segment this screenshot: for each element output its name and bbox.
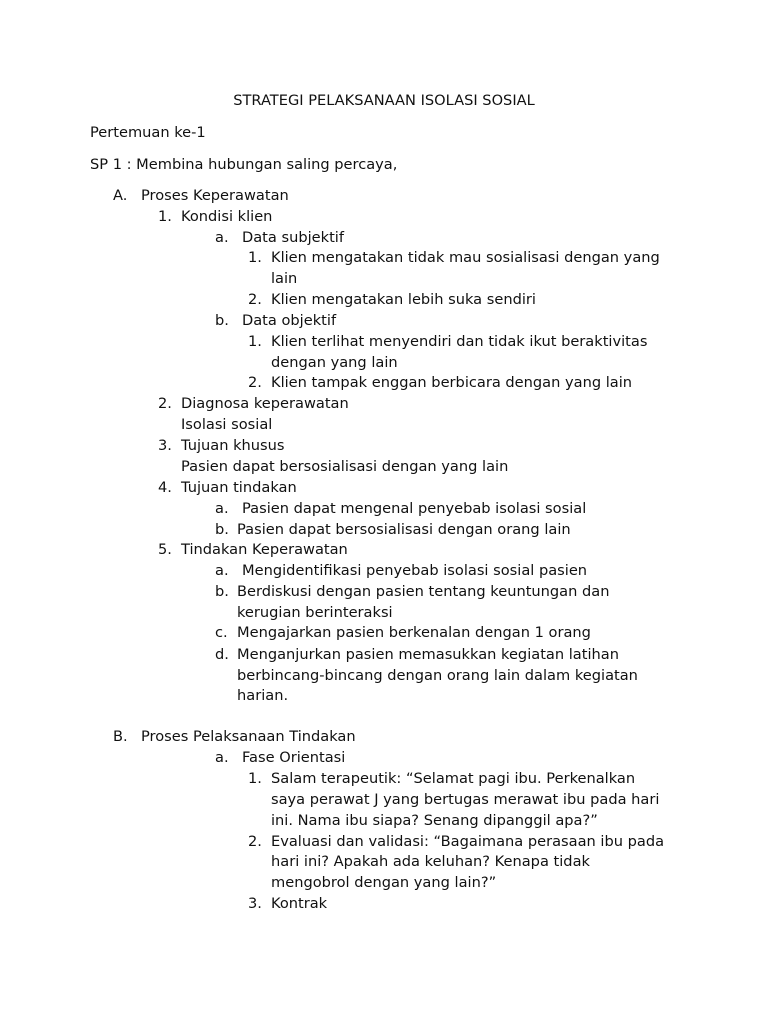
list-item-text: Mengidentifikasi penyebab isolasi sosial pasien — [242, 562, 588, 579]
list-marker: 3. — [158, 437, 172, 454]
list-marker: d. — [215, 646, 229, 663]
data-objektif-heading: Data objektif — [242, 312, 337, 329]
list-marker: 1. — [158, 208, 172, 225]
list-item-text: harian. — [237, 687, 289, 704]
list-item-text: Evaluasi dan validasi: “Bagaimana perasaan ibu pada — [271, 833, 665, 850]
list-marker: a. — [215, 500, 229, 517]
list-item-text: ini. Nama ibu siapa? Senang dipanggil apa?” — [271, 812, 598, 829]
list-marker: b. — [215, 312, 229, 329]
section-a-marker: A. — [113, 187, 128, 204]
list-item-text: dengan yang lain — [271, 354, 398, 371]
list-item-text: kerugian berinteraksi — [237, 604, 393, 621]
list-marker: c. — [215, 624, 228, 641]
list-item-text: Menganjurkan pasien memasukkan kegiatan latihan — [237, 646, 619, 663]
list-marker: 1. — [248, 770, 262, 787]
list-marker: 3. — [248, 895, 262, 912]
list-item-text: Klien mengatakan lebih suka sendiri — [271, 291, 536, 308]
section-b-heading: Proses Pelaksanaan Tindakan — [141, 728, 356, 745]
meeting-label: Pertemuan ke-1 — [90, 124, 206, 141]
list-item-text: Mengajarkan pasien berkenalan dengan 1 orang — [237, 624, 591, 641]
list-marker: 4. — [158, 479, 172, 496]
list-marker: a. — [215, 229, 229, 246]
list-marker: 2. — [248, 291, 262, 308]
list-item-text: hari ini? Apakah ada keluhan? Kenapa tidak — [271, 853, 590, 870]
list-marker: 2. — [158, 395, 172, 412]
kondisi-klien-heading: Kondisi klien — [181, 208, 273, 225]
list-item-text: Pasien dapat mengenal penyebab isolasi sosial — [242, 500, 587, 517]
sp-label: SP 1 : Membina hubungan saling percaya, — [90, 156, 398, 173]
list-marker: 2. — [248, 374, 262, 391]
list-item-text: lain — [271, 270, 298, 287]
list-item-text: Klien terlihat menyendiri dan tidak ikut beraktivitas — [271, 333, 648, 350]
list-marker: 1. — [248, 249, 262, 266]
diagnosa-heading: Diagnosa keperawatan — [181, 395, 349, 412]
tujuan-tindakan-heading: Tujuan tindakan — [181, 479, 297, 496]
list-item-text: Kontrak — [271, 895, 328, 912]
diagnosa-detail: Isolasi sosial — [181, 416, 273, 433]
list-item-text: saya perawat J yang bertugas merawat ibu pada hari — [271, 791, 660, 808]
list-marker: 2. — [248, 833, 262, 850]
data-subjektif-heading: Data subjektif — [242, 229, 344, 246]
tujuan-khusus-heading: Tujuan khusus — [181, 437, 285, 454]
tindakan-keperawatan-heading: Tindakan Keperawatan — [181, 541, 348, 558]
list-marker: b. — [215, 521, 229, 538]
list-marker: a. — [215, 749, 229, 766]
list-marker: 5. — [158, 541, 172, 558]
list-marker: a. — [215, 562, 229, 579]
document-title: STRATEGI PELAKSANAAN ISOLASI SOSIAL — [233, 92, 535, 109]
tujuan-khusus-detail: Pasien dapat bersosialisasi dengan yang lain — [181, 458, 509, 475]
list-item-text: Salam terapeutik: “Selamat pagi ibu. Perkenalkan — [271, 770, 636, 787]
list-item-text: Pasien dapat bersosialisasi dengan orang lain — [237, 521, 571, 538]
list-item-text: Klien mengatakan tidak mau sosialisasi dengan yang — [271, 249, 660, 266]
list-item-text: berbincang-bincang dengan orang lain dalam kegiatan — [237, 667, 638, 684]
section-b-marker: B. — [113, 728, 128, 745]
section-a-heading: Proses Keperawatan — [141, 187, 289, 204]
list-item-text: Berdiskusi dengan pasien tentang keuntungan dan — [237, 583, 610, 600]
list-item-text: mengobrol dengan yang lain?” — [271, 874, 497, 891]
list-marker: b. — [215, 583, 229, 600]
list-item-text: Klien tampak enggan berbicara dengan yang lain — [271, 374, 633, 391]
list-marker: 1. — [248, 333, 262, 350]
fase-orientasi-heading: Fase Orientasi — [242, 749, 346, 766]
